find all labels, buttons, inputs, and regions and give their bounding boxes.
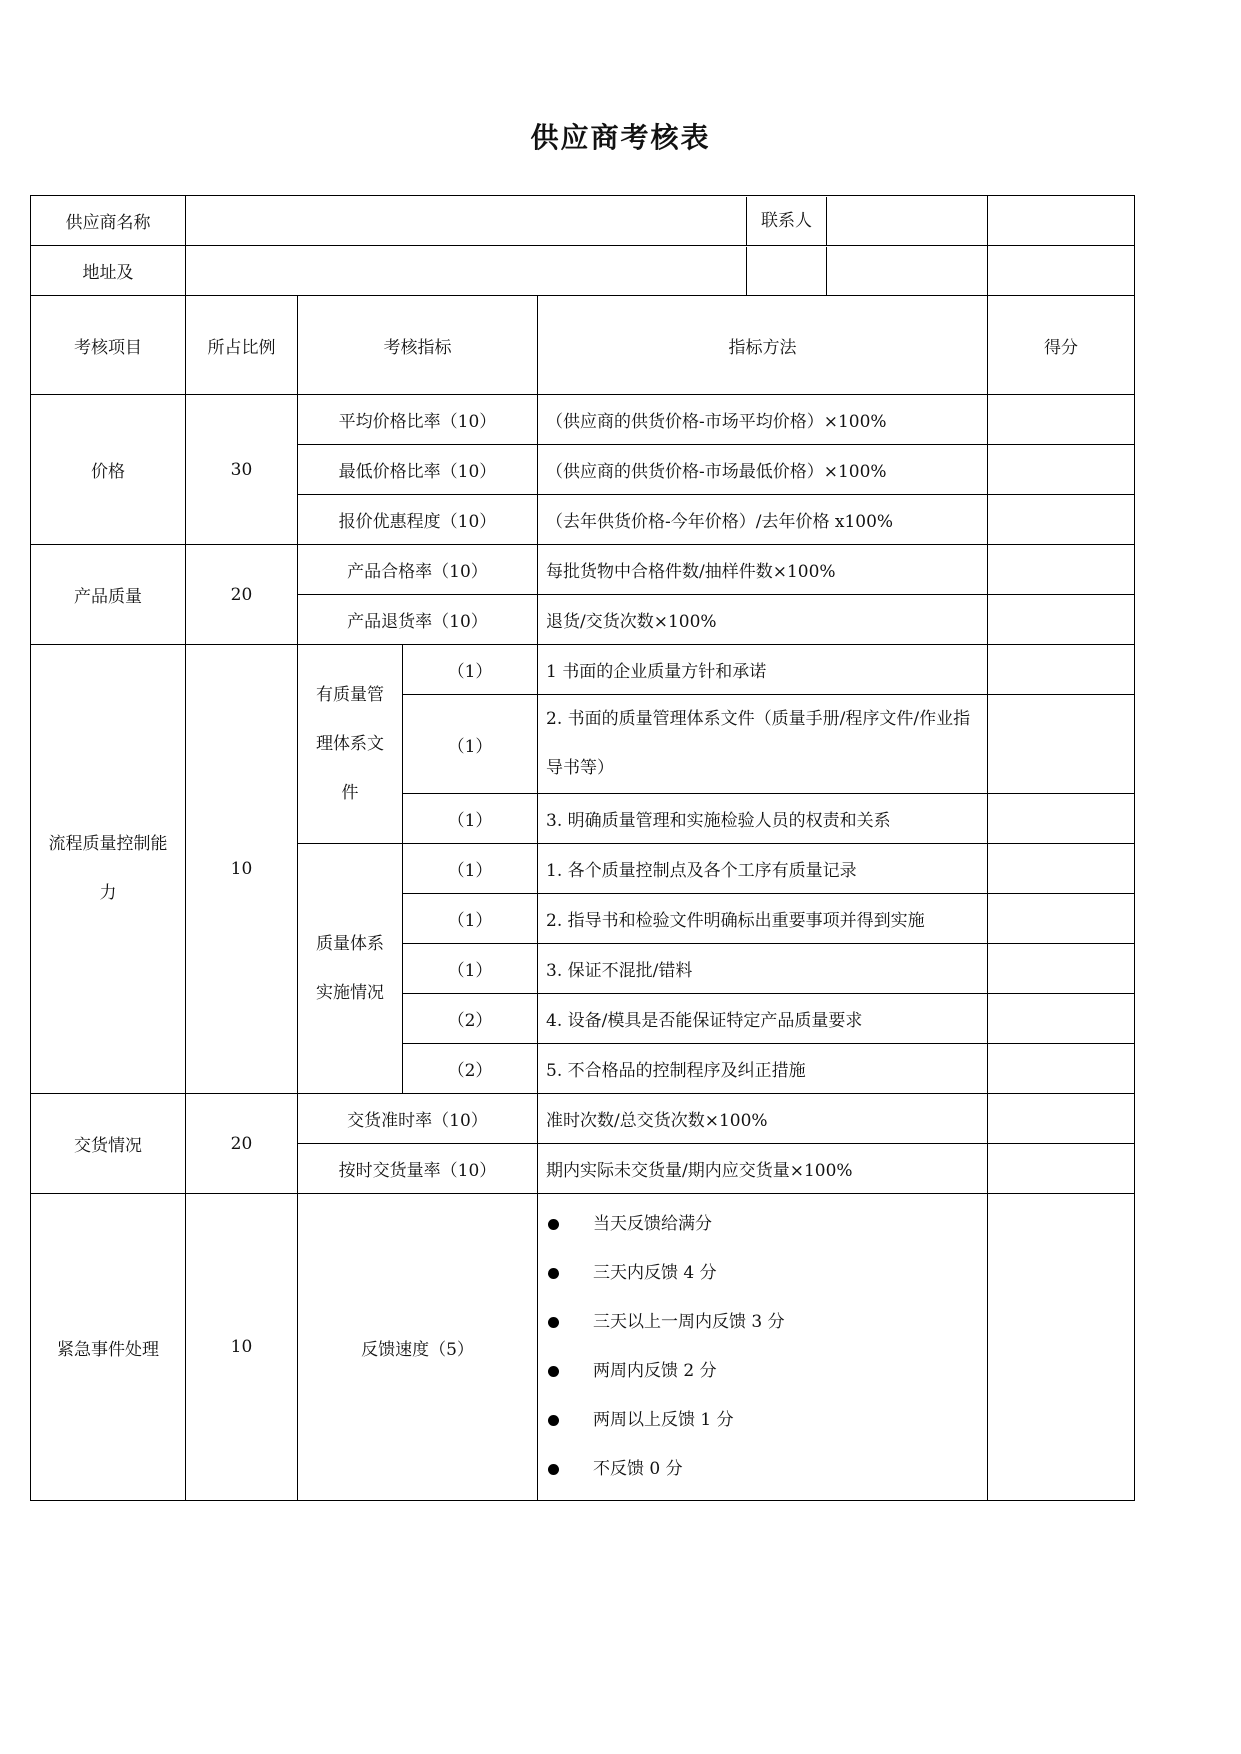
points-cell: （1） bbox=[403, 695, 538, 794]
table-row bbox=[31, 1194, 1135, 1501]
bullet-icon bbox=[548, 1464, 559, 1475]
header-row bbox=[31, 296, 1135, 395]
group-quality-docs: 有质量管理体系文件 bbox=[298, 645, 403, 844]
supplier-name-value[interactable] bbox=[186, 196, 988, 246]
contact-value[interactable] bbox=[988, 196, 1135, 246]
method-cell: （去年供货价格-今年价格）/去年价格 x100% bbox=[538, 495, 988, 545]
list-item bbox=[548, 1200, 987, 1249]
indicator-cell: 按时交货量率（10） bbox=[298, 1144, 538, 1194]
method-cell: 1 书面的企业质量方针和承诺 bbox=[538, 645, 988, 695]
weight-price: 30 bbox=[186, 395, 298, 545]
points-cell: （1） bbox=[403, 894, 538, 944]
table-row bbox=[31, 645, 1135, 695]
header-item: 考核项目 bbox=[31, 296, 186, 395]
indicator-cell: 交货准时率（10） bbox=[298, 1094, 538, 1144]
header-weight: 所占比例 bbox=[186, 296, 298, 395]
bullet-text: 不反馈 0 分 bbox=[593, 1459, 683, 1479]
score-cell[interactable] bbox=[988, 695, 1135, 794]
feedback-bullet-list bbox=[538, 1194, 988, 1501]
address-label: 地址及 bbox=[31, 246, 186, 296]
points-cell: （2） bbox=[403, 994, 538, 1044]
list-item bbox=[548, 1445, 987, 1494]
list-item bbox=[548, 1347, 987, 1396]
indicator-cell: 产品退货率（10） bbox=[298, 595, 538, 645]
header-method: 指标方法 bbox=[538, 296, 988, 395]
list-item bbox=[548, 1249, 987, 1298]
bullet-icon bbox=[548, 1219, 559, 1230]
item-process: 流程质量控制能力 bbox=[31, 645, 186, 1094]
method-cell: 5. 不合格品的控制程序及纠正措施 bbox=[538, 1044, 988, 1094]
method-cell: 3. 明确质量管理和实施检验人员的权责和关系 bbox=[538, 794, 988, 844]
score-cell[interactable] bbox=[988, 395, 1135, 445]
method-cell: 2. 书面的质量管理体系文件（质量手册/程序文件/作业指导书等） bbox=[538, 695, 988, 794]
method-cell: （供应商的供货价格-市场最低价格）×100% bbox=[538, 445, 988, 495]
table-row bbox=[31, 395, 1135, 445]
score-cell[interactable] bbox=[988, 445, 1135, 495]
score-cell[interactable] bbox=[988, 1094, 1135, 1144]
indicator-cell: 平均价格比率（10） bbox=[298, 395, 538, 445]
method-cell: 4. 设备/模具是否能保证特定产品质量要求 bbox=[538, 994, 988, 1044]
bullet-text: 两周内反馈 2 分 bbox=[593, 1361, 717, 1381]
score-cell[interactable] bbox=[988, 595, 1135, 645]
score-cell[interactable] bbox=[988, 545, 1135, 595]
score-cell[interactable] bbox=[988, 645, 1135, 695]
bullet-text: 两周以上反馈 1 分 bbox=[593, 1410, 734, 1430]
bullet-icon bbox=[548, 1317, 559, 1328]
method-cell: （供应商的供货价格-市场平均价格）×100% bbox=[538, 395, 988, 445]
method-cell: 2. 指导书和检验文件明确标出重要事项并得到实施 bbox=[538, 894, 988, 944]
weight-quality: 20 bbox=[186, 545, 298, 645]
method-cell: 期内实际未交货量/期内应交货量×100% bbox=[538, 1144, 988, 1194]
bullet-text: 当天反馈给满分 bbox=[593, 1214, 712, 1234]
supplier-evaluation-table bbox=[30, 195, 1135, 1501]
group-system-implementation: 质量体系实施情况 bbox=[298, 844, 403, 1094]
weight-delivery: 20 bbox=[186, 1094, 298, 1194]
points-cell: （1） bbox=[403, 794, 538, 844]
list-item bbox=[548, 1396, 987, 1445]
supplier-name-label: 供应商名称 bbox=[31, 196, 186, 246]
indicator-feedback-speed: 反馈速度（5） bbox=[298, 1194, 538, 1501]
score-cell[interactable] bbox=[988, 844, 1135, 894]
points-cell: （1） bbox=[403, 645, 538, 695]
method-cell: 准时次数/总交货次数×100% bbox=[538, 1094, 988, 1144]
contact-label: 联系人 bbox=[747, 197, 827, 245]
score-cell[interactable] bbox=[988, 1194, 1135, 1501]
points-cell: （1） bbox=[403, 944, 538, 994]
address-value[interactable] bbox=[186, 246, 988, 296]
indicator-cell: 报价优惠程度（10） bbox=[298, 495, 538, 545]
item-quality: 产品质量 bbox=[31, 545, 186, 645]
bullet-text: 三天以上一周内反馈 3 分 bbox=[593, 1312, 785, 1332]
page-title: 供应商考核表 bbox=[530, 121, 711, 154]
method-cell: 3. 保证不混批/错料 bbox=[538, 944, 988, 994]
header-score: 得分 bbox=[988, 296, 1135, 395]
table-row bbox=[31, 1094, 1135, 1144]
address-row bbox=[31, 246, 1135, 296]
header-indicator: 考核指标 bbox=[298, 296, 538, 395]
weight-process: 10 bbox=[186, 645, 298, 1094]
indicator-cell: 最低价格比率（10） bbox=[298, 445, 538, 495]
supplier-name-row bbox=[31, 196, 1135, 246]
method-cell: 每批货物中合格件数/抽样件数×100% bbox=[538, 545, 988, 595]
score-cell[interactable] bbox=[988, 894, 1135, 944]
bullet-icon bbox=[548, 1268, 559, 1279]
bullet-icon bbox=[548, 1366, 559, 1377]
score-cell[interactable] bbox=[988, 794, 1135, 844]
item-emergency: 紧急事件处理 bbox=[31, 1194, 186, 1501]
score-cell[interactable] bbox=[988, 1044, 1135, 1094]
method-cell: 1. 各个质量控制点及各个工序有质量记录 bbox=[538, 844, 988, 894]
weight-emergency: 10 bbox=[186, 1194, 298, 1501]
indicator-cell: 产品合格率（10） bbox=[298, 545, 538, 595]
score-cell[interactable] bbox=[988, 1144, 1135, 1194]
bullet-text: 三天内反馈 4 分 bbox=[593, 1263, 717, 1283]
method-cell: 退货/交货次数×100% bbox=[538, 595, 988, 645]
score-cell[interactable] bbox=[988, 495, 1135, 545]
bullet-icon bbox=[548, 1415, 559, 1426]
score-cell[interactable] bbox=[988, 944, 1135, 994]
table-row bbox=[31, 545, 1135, 595]
points-cell: （1） bbox=[403, 844, 538, 894]
address-extra[interactable] bbox=[988, 246, 1135, 296]
item-price: 价格 bbox=[31, 395, 186, 545]
item-delivery: 交货情况 bbox=[31, 1094, 186, 1194]
list-item bbox=[548, 1298, 987, 1347]
score-cell[interactable] bbox=[988, 994, 1135, 1044]
points-cell: （2） bbox=[403, 1044, 538, 1094]
